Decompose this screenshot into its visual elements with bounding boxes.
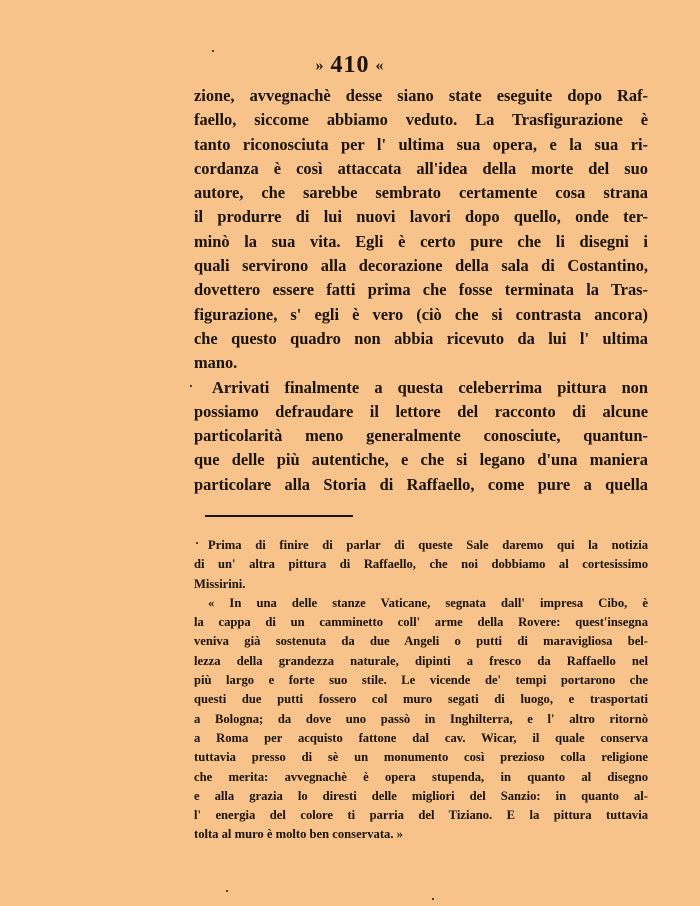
footnote-line: Prima di finire di parlar di queste Sale daremo qui la notizia bbox=[208, 538, 648, 552]
footnote-divider bbox=[205, 515, 353, 517]
footnote-line: Missirini. bbox=[194, 576, 246, 591]
text-line: cordanza è così attaccata all'idea della morte del suo bbox=[194, 158, 648, 178]
main-text-block bbox=[194, 84, 648, 497]
footnote-line: la cappa di un camminetto coll' arme della Rovere: quest'insegna bbox=[194, 615, 648, 630]
right-ornament-icon: « bbox=[375, 57, 385, 75]
text-line: Arrivati finalmente a questa celeberrima pittura non bbox=[212, 377, 648, 397]
footnote-line: e alla grazia lo diresti delle migliori del Sanzio: in quanto al- bbox=[194, 788, 648, 803]
text-line: autore, che sarebbe sembrato certamente cosa strana bbox=[194, 183, 648, 203]
footnote-line: lezza della grandezza naturale, dipinti a fresco da Raffaello nel bbox=[194, 653, 648, 668]
footnote-line: veniva già sostenuta da due Angeli o putti di maravigliosa bel- bbox=[194, 634, 648, 649]
footnote-line: « In una delle stanze Vaticane, segnata dall' impresa Cibo, è bbox=[208, 595, 648, 610]
page-header bbox=[0, 52, 700, 79]
text-line: faello, siccome abbiamo veduto. La Trasfigurazione è bbox=[194, 110, 648, 130]
text-line: mano. bbox=[194, 353, 238, 373]
footnote-line: di un' altra pittura di Raffaello, che noi dobbiamo al cortesissimo bbox=[194, 557, 648, 572]
text-line: particolare alla Storia di Raffaello, come pure a quella bbox=[194, 474, 648, 494]
text-line: figurazione, s' egli è vero (ciò che si contrasta ancora) bbox=[194, 304, 648, 324]
footnote-line: a Roma per acquisto fattone dal cav. Wicar, il quale conserva bbox=[194, 730, 648, 745]
paper-speck bbox=[212, 50, 214, 52]
footnotes-block bbox=[194, 536, 648, 845]
footnote-line: a Bologna; da dove uno passò in Inghilterra, e l' altro ritornò bbox=[194, 711, 648, 726]
paper-speck bbox=[226, 890, 228, 892]
paper-speck bbox=[196, 542, 198, 544]
footnote-line: tolta al muro è molto ben conservata. » bbox=[194, 827, 403, 842]
footnote-line: che merita: avvegnachè è opera stupenda, in quanto al disegno bbox=[194, 769, 648, 784]
text-line: possiamo defraudare il lettore del racconto di alcune bbox=[194, 401, 648, 421]
paper-speck bbox=[190, 385, 192, 387]
footnote-line: questi due putti fossero col muro segati di luogo, e trasportati bbox=[194, 692, 648, 707]
text-line: minò la sua vita. Egli è certo pure che li disegni i bbox=[194, 231, 648, 251]
text-line: che questo quadro non abbia ricevuto da lui l' ultima bbox=[194, 328, 648, 348]
text-line: quali servirono alla decorazione della sala di Costantino, bbox=[194, 256, 648, 276]
footnote-line: l' energia del colore ti parria del Tiziano. E la pittura tuttavia bbox=[194, 808, 648, 823]
footnote-line: tuttavia presso di sè un monumento così prezioso colla religione bbox=[194, 750, 648, 765]
paper-speck bbox=[432, 898, 434, 900]
footnote-line: più largo e forte suo stile. Le vicende de' tempi portarono che bbox=[194, 673, 648, 688]
text-line: dovettero essere fatti prima che fosse terminata la Tras- bbox=[194, 280, 648, 300]
text-line: il produrre di lui nuovi lavori dopo quello, onde ter- bbox=[194, 207, 648, 227]
text-line: particolarità meno generalmente conosciute, quantun- bbox=[194, 426, 648, 446]
text-line: tanto riconosciuta per l' ultima sua opera, e la sua ri- bbox=[194, 134, 648, 154]
text-line: que delle più autentiche, e che si legano d'una maniera bbox=[194, 450, 648, 470]
text-line: zione, avvegnachè desse siano state eseguite dopo Raf- bbox=[194, 86, 648, 105]
left-ornament-icon: » bbox=[315, 57, 325, 75]
page-number: 410 bbox=[330, 52, 370, 78]
